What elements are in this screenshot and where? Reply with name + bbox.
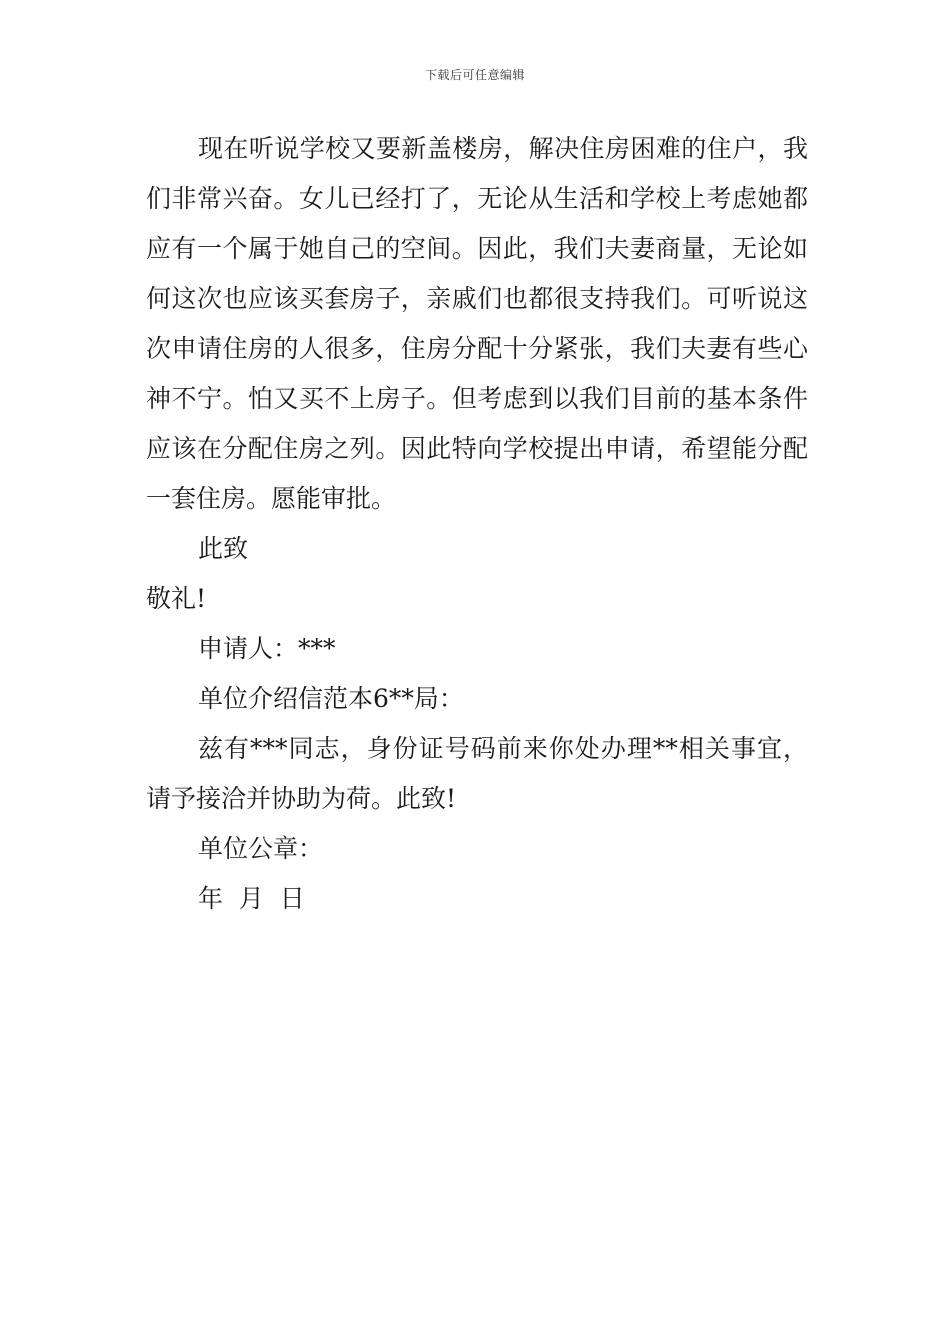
document-body [146, 124, 808, 924]
closing-regards: 敬礼! [146, 584, 207, 613]
date-line: 年 月 日 [198, 884, 305, 913]
letter-body: 兹有***同志，身份证号码前来你处办理**相关事宜，请予接洽并协助为荷。此致! [146, 734, 808, 813]
paragraph-application: 现在听说学校又要新盖楼房，解决住房困难的住户，我们非常兴奋。女儿已经打了，无论从生活和学校上考虑她都应有一个属于她自己的空间。因此，我们夫妻商量，无论如何这次也应该买套房子，亲戚们也都很支持我们。可听说这次申请住房的人很多，住房分配十分紧张，我们夫妻有些心神不宁。怕又买不上房子。但考虑到以我们目前的基本条件应该在分配住房之列。因此特向学校提出申请，希望能分配一套住房。愿能审批。 [146, 134, 808, 513]
closing-salutation: 此致 [198, 534, 249, 563]
applicant-line: 申请人：*** [198, 634, 336, 663]
letter-title: 单位介绍信范本6**局： [198, 684, 464, 713]
header-note: 下载后可任意编辑 [424, 68, 525, 82]
seal-label: 单位公章： [198, 834, 324, 863]
